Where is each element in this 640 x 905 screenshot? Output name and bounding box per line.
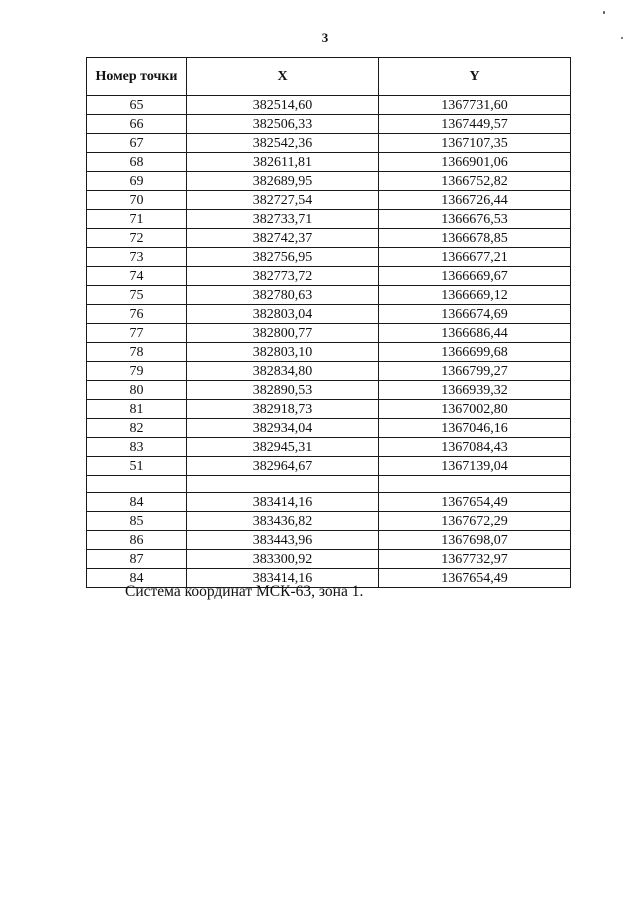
- y-coordinate-cell: [379, 476, 571, 493]
- x-coordinate-cell: 382890,53: [187, 381, 379, 400]
- x-coordinate-cell: 383414,16: [187, 569, 379, 588]
- table-row: [87, 381, 571, 400]
- table-row: [87, 343, 571, 362]
- x-coordinate-cell: 382689,95: [187, 172, 379, 191]
- y-coordinate-cell: 1366901,06: [379, 153, 571, 172]
- x-coordinate-cell: 382834,80: [187, 362, 379, 381]
- x-coordinate-cell: 382733,71: [187, 210, 379, 229]
- point-number-cell: 85: [87, 512, 187, 531]
- table-body: [87, 96, 571, 588]
- point-number-cell: 75: [87, 286, 187, 305]
- x-coordinate-cell: 382727,54: [187, 191, 379, 210]
- table-row: [87, 512, 571, 531]
- x-coordinate-cell: 382800,77: [187, 324, 379, 343]
- table-row: [87, 493, 571, 512]
- y-coordinate-cell: 1366669,12: [379, 286, 571, 305]
- point-number-cell: 87: [87, 550, 187, 569]
- x-coordinate-cell: 382964,67: [187, 457, 379, 476]
- x-coordinate-cell: 382773,72: [187, 267, 379, 286]
- point-number-cell: 84: [87, 569, 187, 588]
- x-coordinate-cell: 383443,96: [187, 531, 379, 550]
- header-point-number: Номер точки: [87, 58, 187, 96]
- point-number-cell: 76: [87, 305, 187, 324]
- y-coordinate-cell: 1367002,80: [379, 400, 571, 419]
- y-coordinate-cell: 1366669,67: [379, 267, 571, 286]
- table-row: [87, 305, 571, 324]
- y-coordinate-cell: 1367139,04: [379, 457, 571, 476]
- point-number-cell: 67: [87, 134, 187, 153]
- table-row: [87, 531, 571, 550]
- y-coordinate-cell: 1367731,60: [379, 96, 571, 115]
- x-coordinate-cell: 382506,33: [187, 115, 379, 134]
- table-row: [87, 172, 571, 191]
- x-coordinate-cell: 382756,95: [187, 248, 379, 267]
- point-number-cell: 68: [87, 153, 187, 172]
- x-coordinate-cell: [187, 476, 379, 493]
- x-coordinate-cell: 383436,82: [187, 512, 379, 531]
- y-coordinate-cell: 1366686,44: [379, 324, 571, 343]
- table-header-row: [87, 58, 571, 96]
- table-row: [87, 419, 571, 438]
- x-coordinate-cell: 382918,73: [187, 400, 379, 419]
- table-row: [87, 476, 571, 493]
- header-y: Y: [379, 58, 571, 96]
- y-coordinate-cell: 1367698,07: [379, 531, 571, 550]
- x-coordinate-cell: 382742,37: [187, 229, 379, 248]
- table-row: [87, 324, 571, 343]
- point-number-cell: 79: [87, 362, 187, 381]
- point-number-cell: 84: [87, 493, 187, 512]
- y-coordinate-cell: 1366677,21: [379, 248, 571, 267]
- table-row: [87, 134, 571, 153]
- header-x: X: [187, 58, 379, 96]
- point-number-cell: 81: [87, 400, 187, 419]
- point-number-cell: 74: [87, 267, 187, 286]
- y-coordinate-cell: 1367732,97: [379, 550, 571, 569]
- table-row: [87, 267, 571, 286]
- x-coordinate-cell: 382514,60: [187, 96, 379, 115]
- table-row: [87, 96, 571, 115]
- point-number-cell: 86: [87, 531, 187, 550]
- point-number-cell: [87, 476, 187, 493]
- y-coordinate-cell: 1366726,44: [379, 191, 571, 210]
- x-coordinate-cell: 382803,10: [187, 343, 379, 362]
- table-row: [87, 191, 571, 210]
- y-coordinate-cell: 1366676,53: [379, 210, 571, 229]
- x-coordinate-cell: 382542,36: [187, 134, 379, 153]
- point-number-cell: 72: [87, 229, 187, 248]
- scan-speck: [621, 37, 623, 39]
- point-number-cell: 69: [87, 172, 187, 191]
- y-coordinate-cell: 1367672,29: [379, 512, 571, 531]
- table-row: [87, 153, 571, 172]
- table-row: [87, 248, 571, 267]
- y-coordinate-cell: 1367084,43: [379, 438, 571, 457]
- point-number-cell: 73: [87, 248, 187, 267]
- x-coordinate-cell: 382611,81: [187, 153, 379, 172]
- x-coordinate-cell: 383414,16: [187, 493, 379, 512]
- point-number-cell: 78: [87, 343, 187, 362]
- point-number-cell: 71: [87, 210, 187, 229]
- point-number-cell: 82: [87, 419, 187, 438]
- y-coordinate-cell: 1367046,16: [379, 419, 571, 438]
- y-coordinate-cell: 1367449,57: [379, 115, 571, 134]
- table-row: [87, 286, 571, 305]
- y-coordinate-cell: 1366799,27: [379, 362, 571, 381]
- point-number-cell: 70: [87, 191, 187, 210]
- table-row: [87, 362, 571, 381]
- table-row: [87, 115, 571, 134]
- scan-speck: [603, 11, 605, 14]
- x-coordinate-cell: 382945,31: [187, 438, 379, 457]
- y-coordinate-cell: 1366674,69: [379, 305, 571, 324]
- table-row: [87, 438, 571, 457]
- point-number-cell: 66: [87, 115, 187, 134]
- x-coordinate-cell: 382803,04: [187, 305, 379, 324]
- x-coordinate-cell: 382934,04: [187, 419, 379, 438]
- point-number-cell: 65: [87, 96, 187, 115]
- coordinates-table: [86, 57, 571, 588]
- y-coordinate-cell: 1366699,68: [379, 343, 571, 362]
- y-coordinate-cell: 1367654,49: [379, 569, 571, 588]
- x-coordinate-cell: 383300,92: [187, 550, 379, 569]
- y-coordinate-cell: 1366752,82: [379, 172, 571, 191]
- point-number-cell: 83: [87, 438, 187, 457]
- x-coordinate-cell: 382780,63: [187, 286, 379, 305]
- y-coordinate-cell: 1366939,32: [379, 381, 571, 400]
- table-row: [87, 210, 571, 229]
- y-coordinate-cell: 1366678,85: [379, 229, 571, 248]
- point-number-cell: 77: [87, 324, 187, 343]
- coordinate-system-note: Система координат МСК-63, зона 1.: [125, 583, 364, 600]
- point-number-cell: 51: [87, 457, 187, 476]
- page-number: 3: [321, 30, 329, 45]
- table-row: [87, 229, 571, 248]
- table-row: [87, 400, 571, 419]
- point-number-cell: 80: [87, 381, 187, 400]
- table-row: [87, 457, 571, 476]
- y-coordinate-cell: 1367107,35: [379, 134, 571, 153]
- table-row: [87, 550, 571, 569]
- y-coordinate-cell: 1367654,49: [379, 493, 571, 512]
